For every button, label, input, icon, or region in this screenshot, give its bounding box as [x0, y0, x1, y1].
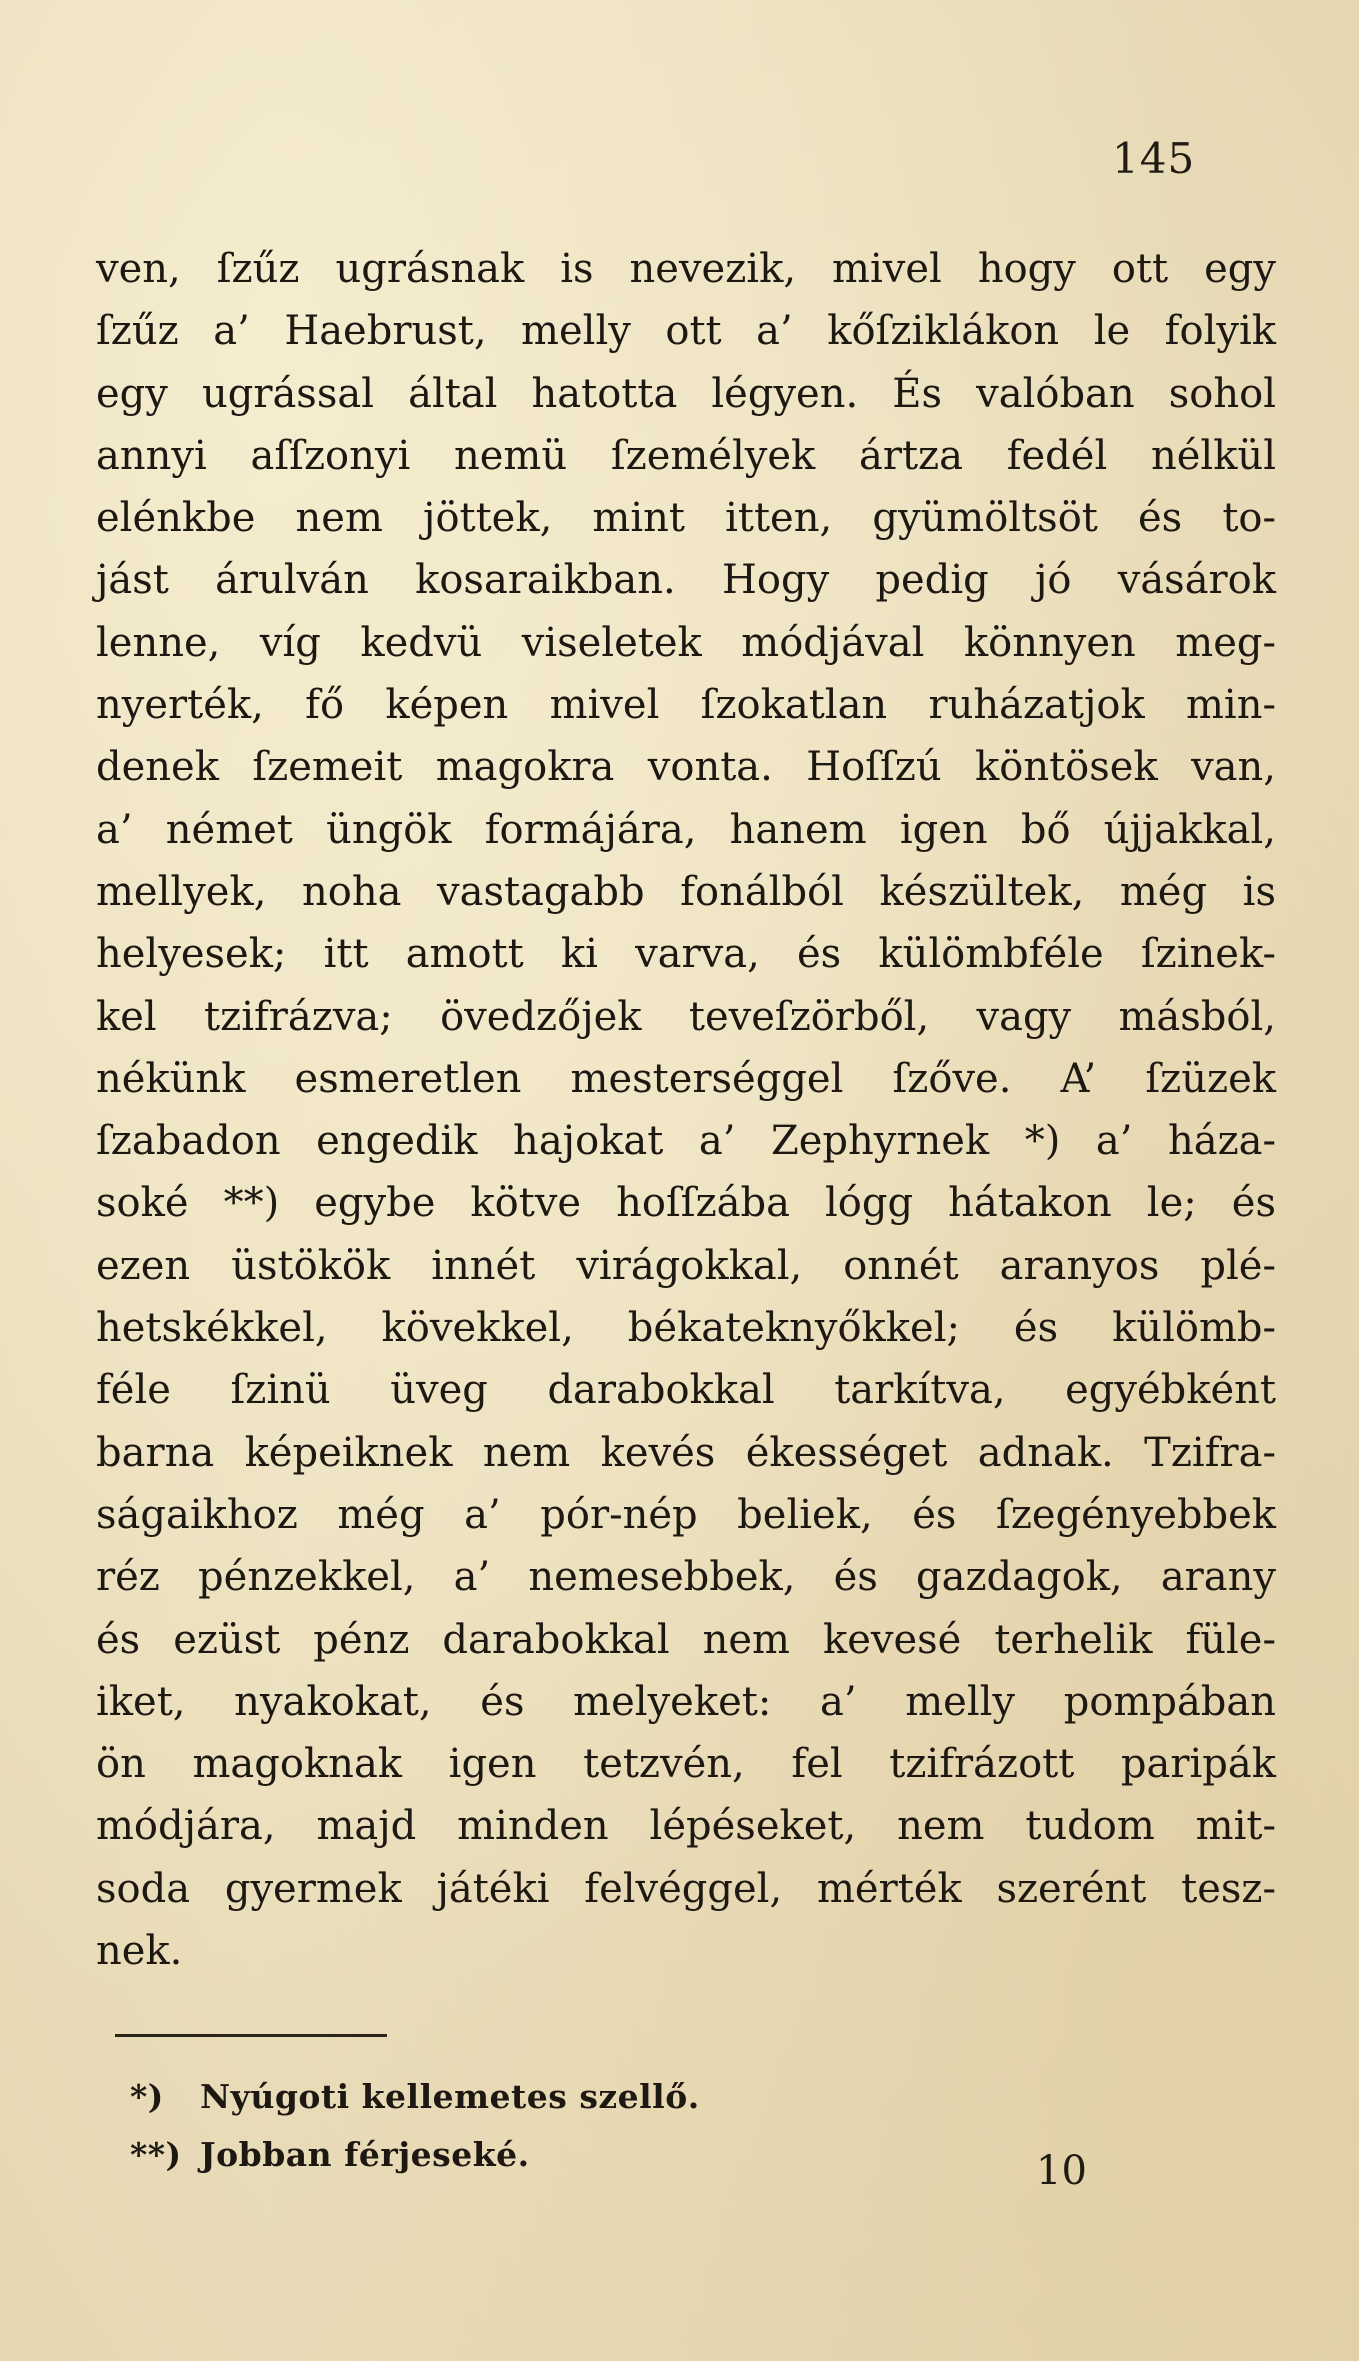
text-line: soda gyermek játéki felvéggel, mérték szerént tesz- — [96, 1865, 1276, 1912]
text-line: jást árulván kosaraikban. Hogy pedig jó vásárok — [96, 557, 1276, 604]
text-line: módjára, majd minden lépéseket, nem tudom mit- — [96, 1803, 1276, 1850]
footnote-mark: *) — [130, 2077, 164, 2116]
footnote — [130, 2126, 1030, 2184]
footnote-rule — [115, 2034, 387, 2037]
text-line: iket, nyakokat, és melyeket: a’ melly pompában — [96, 1678, 1276, 1725]
text-line: ezen üstökök innét virágokkal, onnét aranyos plé- — [96, 1242, 1276, 1289]
text-line: mellyek, noha vastagabb fonálból készültek, még is — [96, 868, 1276, 915]
text-line: ságaikhoz még a’ pór-nép beliek, és ſzegényebbek — [96, 1491, 1276, 1538]
text-line: réz pénzekkel, a’ nemesebbek, és gazdagok, arany — [96, 1554, 1276, 1601]
text-line: barna képeiknek nem kevés ékességet adnak. Tzifra- — [96, 1429, 1276, 1476]
text-line: ön magoknak igen tetzvén, fel tzifrázott paripák — [96, 1741, 1276, 1788]
text-line: hetskékkel, kövekkel, békateknyőkkel; és külömb- — [96, 1305, 1276, 1352]
text-line: ſzűz a’ Haebrust, melly ott a’ kőſziklákon le folyik — [96, 308, 1276, 355]
text-line: denek ſzemeit magokra vonta. Hoſſzú köntösek van, — [96, 744, 1276, 791]
page-number: 145 — [1112, 134, 1196, 183]
text-line: és ezüst pénz darabokkal nem kevesé terhelik füle- — [96, 1616, 1276, 1663]
text-line: nek. — [96, 1928, 183, 1975]
text-line: lenne, víg kedvü viseletek módjával könnyen meg- — [96, 619, 1276, 666]
text-line: elénkbe nem jöttek, mint itten, gyümöltsöt és to- — [96, 495, 1276, 542]
text-line: féle ſzinü üveg darabokkal tarkítva, egyébként — [96, 1367, 1276, 1414]
footnotes — [130, 2068, 1030, 2184]
text-line: ven, ſzűz ugrásnak is nevezik, mivel hogy ott egy — [96, 246, 1276, 292]
text-line: kel tzifrázva; övedzőjek teveſzörből, vagy másból, — [96, 993, 1276, 1040]
text-line: nékünk esmeretlen mesterséggel ſzőve. A’ ſzüzek — [96, 1055, 1276, 1102]
footnote — [130, 2068, 1030, 2126]
text-line: a’ német üngök formájára, hanem igen bő újjakkal, — [96, 806, 1276, 853]
text-line: helyesek; itt amott ki varva, és külömbféle ſzinek- — [96, 931, 1276, 978]
text-line: nyerték, fő képen mivel ſzokatlan ruházatjok min- — [96, 682, 1276, 729]
footnote-text: Jobban férjeseké. — [200, 2135, 530, 2174]
footnote-text: Nyúgoti kellemetes szellő. — [200, 2077, 700, 2116]
text-line: egy ugrással által hatotta légyen. És valóban sohol — [96, 370, 1276, 417]
text-line: soké **) egybe kötve hoſſzába lógg hátakon le; és — [96, 1180, 1276, 1227]
footnote-mark: **) — [130, 2135, 182, 2174]
body-text — [96, 238, 1276, 1982]
text-line: annyi aſſzonyi nemü ſzemélyek ártza fedél nélkül — [96, 432, 1276, 479]
text-line: ſzabadon engedik hajokat a’ Zephyrnek *) a’ háza- — [96, 1118, 1276, 1165]
signature-mark: 10 — [1036, 2148, 1087, 2194]
